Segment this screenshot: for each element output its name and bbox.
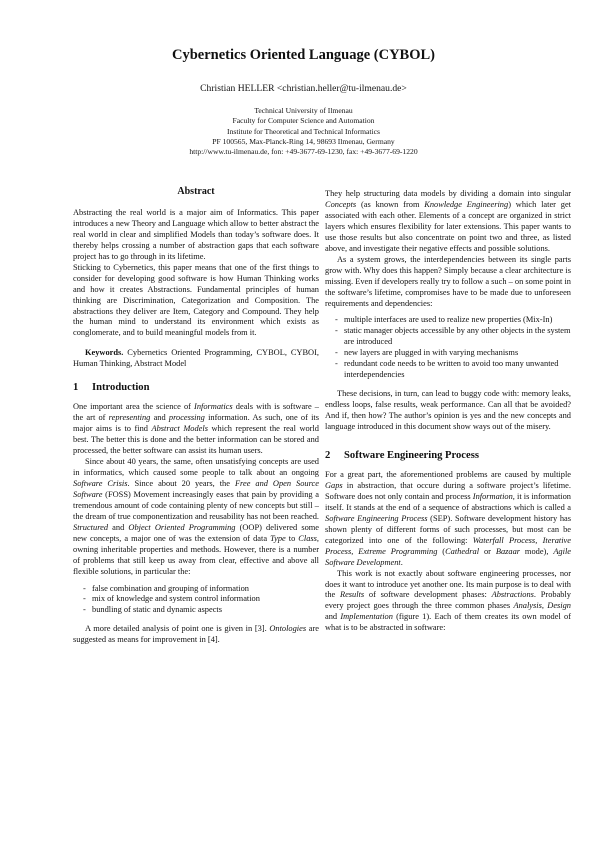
section-heading-software-engineering [325,451,571,462]
paper-title: Cybernetics Oriented Language (CYBOL) [172,47,435,63]
body-paragraph: For a great part, the aforementioned problems are caused by multiple Gaps in abstraction, that occure during a software project’s lifetime. Software does not only contain and process Information, it is information itself. It stands at the end of a sequence of abstractions which is called a Software Engineering Process (SEP). Software development history has shown plenty of different forms of such processes, but most can be categorized into one of the following: Waterfall Process, Iterative Process, Extreme Programming (Cathedral or Bazaar mode), Agile Software Development. [325,469,571,567]
section-title: Introduction [92,382,150,394]
right-column [325,189,571,634]
abstract-paragraph: Sticking to Cybernetics, this paper means that one of the first things to consider for developing good software is how Human Thinking works and how it creates Abstractions. Fundamental principles of human thinking are Discrimination, Categorization and Composition. The abstractions they deliver are Item, Category and Compound. They help the human mind to understand its environment which exists as conglomerate, and to build meaningful models from it. [73,262,319,338]
affiliation-block [0,106,607,157]
emphasized-term: Abstract Models [151,424,208,434]
list-item: - mix of knowledge and system control information [83,594,319,605]
list-item: - bundling of static and dynamic aspects [83,605,319,616]
emphasized-term: Implementation [340,612,393,622]
emphasized-term: Abstractions [491,590,534,600]
keywords [73,348,319,370]
emphasized-term: Free and Open Source Software [73,478,319,499]
emphasized-term: Information [472,491,513,501]
emphasized-term: Object Oriented Programming [128,522,236,532]
section-title: Software Engineering Process [344,450,479,462]
list-item: - multiple interfaces are used to realize new properties (Mix-In) [335,315,571,326]
section-heading-introduction [73,383,319,394]
left-column [73,187,319,646]
bullet-list [73,584,319,617]
list-item: - redundant code needs to be written to avoid too many unwanted interdependencies [335,359,571,381]
emphasized-term: Agile Software Development [325,546,571,567]
paper-author: Christian HELLER <christian.heller@tu-ilmenau.de> [200,83,407,94]
body-paragraph: One important area the science of Informatics deals with is software – the art of representing and processing information. As such, one of its major aims is to find Abstract Models which represent the real world best. The better this is done and the better information can be stored and processed, the better software can assist its human users. [73,402,320,456]
bullet-list [325,315,571,381]
emphasized-term: Ontologies [269,624,307,634]
emphasized-term: Knowledge Engineering [424,199,509,209]
affiliation-line: Institute for Theoretical and Technical Informatics [227,126,380,136]
abstract-heading: Abstract [177,186,215,197]
affiliation-line: PF 100565, Max-Planck-Ring 14, 98693 Ilmenau, Germany [212,136,395,146]
emphasized-term: Informatics [194,402,233,412]
body-paragraph: This work is not exactly about software engineering processes, nor does it want to introduce yet another one. Its main purpose is to deal with the Results of software development phases: Abstractions. Probably every project goes through the three common phases Analysis, Design and Implementation (figure 1). Each of them creates its own model of what is to be abstracted in software: [325,568,571,633]
emphasized-term: Software Crisis [73,478,128,488]
section-number: 2 [325,450,331,462]
body-paragraph: Since about 40 years, the same, often unsatisfying concepts are used in informatics, which caused some people to talk about an ongoing Software Crisis. Since about 20 years, the Free and Open Source Software (FOSS) Movement increasingly eases that pain by providing a tremendous amount of code containing plenty of new concepts but still – the dream of true componentization and reusability has not been reached. Structured and Object Oriented Programming (OOP) delivered some new concepts, a major one of was the extension of data Type to Class, owning inheritable properties and methods. However, there is a number of problems that still keep us away from clear, effective and above all flexible solutions, in particular the: [73,457,320,576]
emphasized-term: Gaps [325,480,343,490]
list-item: - new layers are plugged in with varying mechanisms [335,348,571,359]
emphasized-term: Iterative Process [325,535,571,556]
emphasized-term: Type [270,533,286,543]
emphasized-term: Structured [73,522,109,532]
emphasized-term: Cathedral [445,546,480,556]
emphasized-term: representing [108,413,151,423]
emphasized-term: Software Engineering Process [325,513,428,523]
emphasized-term: Extreme Programming [358,546,438,556]
body-paragraph: They help structuring data models by dividing a domain into singular Concepts (as known from Knowledge Engineering) which later get associated with each other. Elements of a concept are organized in strict layers which ensures flexibility for later extensions. This paper wants to use those results but also concentrate on point two and three, as listed above, and investigate their negative effects and possible solutions. [325,189,571,253]
abstract-paragraph: Abstracting the real world is a major aim of Informatics. This paper introduces a new Theory and Language which allow to better abstract the real world in clear and simplified Models than today’s software does. It thereby helps crossing a number of abstraction gaps that each software project has to go through in its lifetime. [73,207,319,261]
emphasized-term: Concepts [325,199,357,209]
list-item: - false combination and grouping of information [83,584,319,595]
keywords-label: Keywords. [85,348,124,358]
emphasized-term: Waterfall Process [472,535,536,545]
affiliation-line: Technical University of Ilmenau [254,106,353,115]
affiliation-line: Faculty for Computer Science and Automation [232,116,375,126]
section-number: 1 [73,382,79,394]
emphasized-term: Analysis [513,601,542,611]
emphasized-term: Bazaar [495,546,521,556]
body-paragraph: These decisions, in turn, can lead to buggy code with: memory leaks, endless loops, false results, weak performance. Can all that be avoided? And if, then how? The author’s opinion is yes and the new concepts and language introduced in this document show ways out of the misery. [325,389,571,432]
keywords-text: Cybernetics Oriented Programming, CYBOL, CYBOI, Human Thinking, Abstract Model [73,348,319,369]
list-item: - static manager objects accessible by any other objects in the system are introduced [335,326,571,348]
body-paragraph: As a system grows, the interdependencies between its single parts grow with. Why does this happen? Simply because a clear architecture is missing. Even if developers really try to follow a such – on some point in the software’s lifetime, compromises have to be made due to unforeseen requirements and dependencies: [325,254,571,308]
emphasized-term: processing [168,413,205,423]
emphasized-term: Results [339,590,365,600]
affiliation-line: http://www.tu-ilmenau.de, fon: +49-3677-69-1230, fax: +49-3677-69-1220 [189,147,418,157]
body-paragraph: A more detailed analysis of point one is given in [3]. Ontologies are suggested as means for improvement in [4]. [73,624,319,645]
emphasized-term: Design [547,601,571,611]
emphasized-term: Class [298,533,317,543]
